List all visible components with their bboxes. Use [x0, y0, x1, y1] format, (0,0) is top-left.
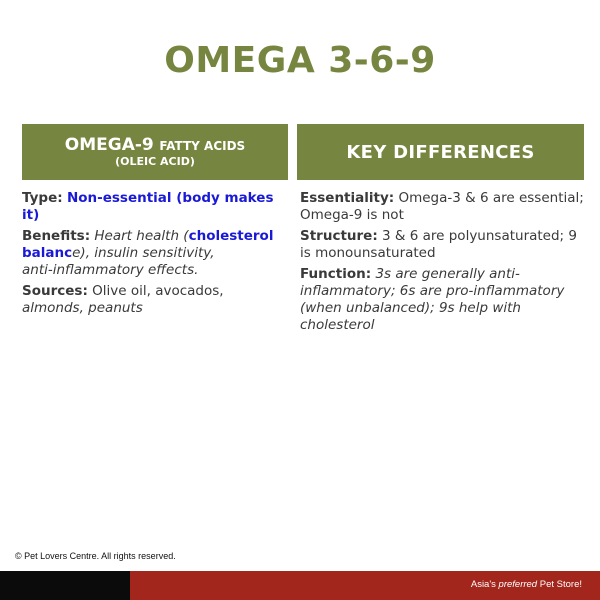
omega9-details: [22, 190, 294, 321]
footer-black-bar: [0, 571, 130, 600]
key-differences-header: [297, 124, 584, 180]
omega9-header: [22, 124, 288, 180]
benefits-highlight-cholesterol: cholesterol: [188, 228, 274, 244]
function-label: Function:: [300, 266, 372, 282]
benefits-highlight-balance: balanc: [22, 245, 73, 261]
structure-entry: [300, 228, 590, 262]
tagline-suffix: Pet Store!: [537, 579, 582, 590]
key-differences-title: KEY DIFFERENCES: [346, 141, 535, 163]
type-label: Type:: [22, 190, 63, 206]
benefits-text-1: Heart health (: [94, 228, 189, 244]
tagline-emphasis: preferred: [498, 579, 538, 590]
omega9-header-main: OMEGA-9: [64, 135, 154, 155]
type-entry: [22, 190, 294, 224]
sources-entry: [22, 283, 294, 317]
page-title: OMEGA 3-6-9: [164, 40, 436, 81]
function-entry: [300, 266, 590, 334]
omega9-header-fatty-acids: FATTY ACIDS: [159, 139, 246, 153]
function-value: 3s are generally anti-inflammatory; 6s are pro-inflammatory (when unbalanced); 9s help with cholesterol: [300, 266, 565, 333]
sources-text-2: almonds, peanuts: [22, 300, 143, 316]
omega9-header-subtitle: (OLEIC ACID): [115, 155, 195, 168]
essentiality-entry: [300, 190, 590, 224]
sources-label: Sources:: [22, 283, 88, 299]
copyright-notice: © Pet Lovers Centre. All rights reserved.: [15, 551, 176, 561]
type-value: Non-essential (body makes it): [22, 190, 274, 223]
essentiality-label: Essentiality:: [300, 190, 395, 206]
benefits-label: Benefits:: [22, 228, 91, 244]
sources-text-1: Olive oil, avocados,: [92, 283, 224, 299]
benefits-text-3: anti-inflammatory effects.: [22, 262, 199, 278]
tagline-prefix: Asia's: [470, 579, 499, 590]
structure-value: 3 & 6 are polyunsaturated; 9 is monounsaturated: [300, 228, 577, 261]
essentiality-value: Omega-3 & 6 are essential; Omega-9 is not: [300, 190, 584, 223]
benefits-entry: [22, 228, 294, 279]
structure-label: Structure:: [300, 228, 378, 244]
footer-tagline: [471, 579, 582, 590]
key-differences-details: [300, 190, 590, 338]
benefits-text-2: e), insulin sensitivity,: [72, 245, 215, 261]
omega9-header-title: [65, 136, 245, 155]
